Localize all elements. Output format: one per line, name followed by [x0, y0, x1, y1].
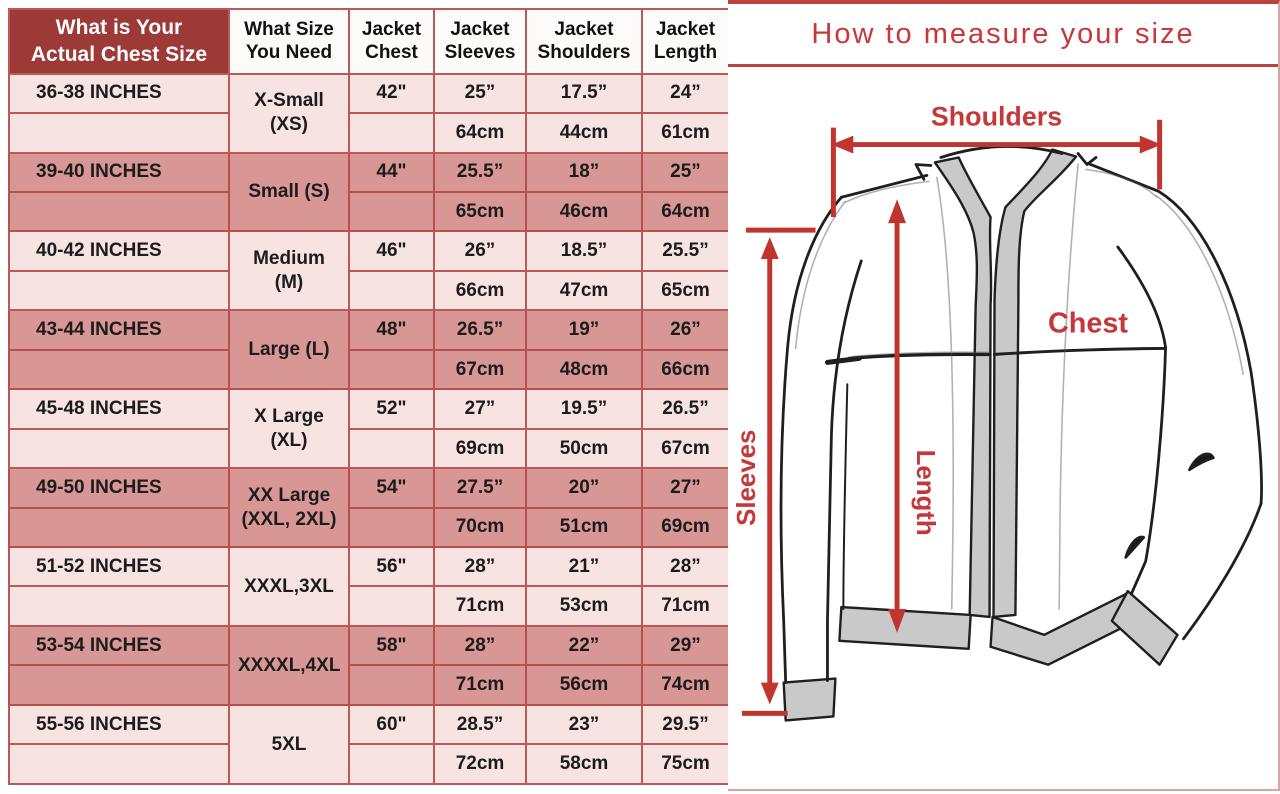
shoulders-in-cell: 19.5”: [526, 389, 642, 428]
empty-cell: [9, 192, 229, 231]
jacket-chest-cell: 56": [349, 547, 434, 586]
jacket-measurement-diagram: [728, 68, 1278, 789]
empty-cell: [9, 665, 229, 704]
length-in-cell: 29”: [642, 626, 729, 665]
table-row: [9, 586, 729, 625]
sleeves-in-cell: 28.5”: [434, 705, 526, 744]
jacket-chest-cell: 48": [349, 310, 434, 349]
shoulders-in-cell: 21”: [526, 547, 642, 586]
size-name-cell: Small (S): [229, 153, 349, 232]
shoulders-cm-cell: 47cm: [526, 271, 642, 310]
sleeves-cm-cell: 65cm: [434, 192, 526, 231]
header-jacket-chest: Jacket Chest: [349, 9, 434, 74]
jacket-chest-cell: 60": [349, 705, 434, 744]
chest-range-cell: 45-48 INCHES: [9, 389, 229, 428]
size-name-cell: XX Large (XXL, 2XL): [229, 468, 349, 547]
measuring-guide-panel: [728, 0, 1280, 791]
jacket-shading: [784, 150, 1178, 721]
table-row: [9, 429, 729, 468]
size-name-cell: X Large (XL): [229, 389, 349, 468]
length-cm-cell: 67cm: [642, 429, 729, 468]
length-cm-cell: 75cm: [642, 744, 729, 784]
table-row: [9, 389, 729, 428]
sleeves-cm-cell: 70cm: [434, 508, 526, 547]
empty-cell: [9, 586, 229, 625]
sleeves-in-cell: 25.5”: [434, 153, 526, 192]
table-row: [9, 508, 729, 547]
table-row: [9, 231, 729, 270]
shoulders-cm-cell: 48cm: [526, 350, 642, 389]
empty-cell: [349, 429, 434, 468]
length-cm-cell: 66cm: [642, 350, 729, 389]
shoulders-in-cell: 20”: [526, 468, 642, 507]
shoulders-cm-cell: 58cm: [526, 744, 642, 784]
empty-cell: [9, 113, 229, 152]
table-row: [9, 626, 729, 665]
shoulders-cm-cell: 46cm: [526, 192, 642, 231]
sleeves-cm-cell: 71cm: [434, 586, 526, 625]
length-in-cell: 24”: [642, 74, 729, 113]
sleeves-in-cell: 26”: [434, 231, 526, 270]
sleeves-label: Sleeves: [732, 429, 761, 526]
length-in-cell: 25.5”: [642, 231, 729, 270]
sleeves-in-cell: 28”: [434, 547, 526, 586]
jacket-chest-cell: 44": [349, 153, 434, 192]
empty-cell: [349, 350, 434, 389]
jacket-chest-cell: 52": [349, 389, 434, 428]
length-cm-cell: 61cm: [642, 113, 729, 152]
size-name-cell: XXXL,3XL: [229, 547, 349, 626]
table-row: [9, 705, 729, 744]
empty-cell: [349, 665, 434, 704]
jacket-chest-cell: 54": [349, 468, 434, 507]
size-name-cell: 5XL: [229, 705, 349, 784]
table-row: [9, 271, 729, 310]
size-name-cell: XXXXL,4XL: [229, 626, 349, 705]
empty-cell: [349, 192, 434, 231]
length-in-cell: 29.5”: [642, 705, 729, 744]
length-cm-cell: 69cm: [642, 508, 729, 547]
shoulders-cm-cell: 44cm: [526, 113, 642, 152]
shoulders-in-cell: 23”: [526, 705, 642, 744]
shoulders-cm-cell: 51cm: [526, 508, 642, 547]
table-row: [9, 192, 729, 231]
size-name-cell: Large (L): [229, 310, 349, 389]
shoulders-in-cell: 18.5”: [526, 231, 642, 270]
shoulders-in-cell: 19”: [526, 310, 642, 349]
length-cm-cell: 71cm: [642, 586, 729, 625]
length-cm-cell: 74cm: [642, 665, 729, 704]
chest-range-cell: 55-56 INCHES: [9, 705, 229, 744]
table-row: [9, 153, 729, 192]
chest-range-cell: 36-38 INCHES: [9, 74, 229, 113]
length-cm-cell: 65cm: [642, 271, 729, 310]
header-jacket-length: Jacket Length: [642, 9, 729, 74]
chest-range-cell: 40-42 INCHES: [9, 231, 229, 270]
jacket-sketch: [728, 68, 1278, 789]
jacket-chest-cell: 58": [349, 626, 434, 665]
chest-range-cell: 49-50 INCHES: [9, 468, 229, 507]
table-row: [9, 350, 729, 389]
table-row: [9, 113, 729, 152]
table-row: [9, 310, 729, 349]
header-jacket-shoulders: Jacket Shoulders: [526, 9, 642, 74]
sleeves-cm-cell: 69cm: [434, 429, 526, 468]
shoulders-in-cell: 17.5”: [526, 74, 642, 113]
empty-cell: [9, 271, 229, 310]
sleeves-cm-cell: 64cm: [434, 113, 526, 152]
length-in-cell: 28”: [642, 547, 729, 586]
jacket-chest-cell: 46": [349, 231, 434, 270]
shoulders-cm-cell: 50cm: [526, 429, 642, 468]
length-in-cell: 26.5”: [642, 389, 729, 428]
size-chart-table: [8, 8, 730, 785]
chest-range-cell: 51-52 INCHES: [9, 547, 229, 586]
shoulders-cm-cell: 56cm: [526, 665, 642, 704]
empty-cell: [9, 744, 229, 784]
chest-range-cell: 39-40 INCHES: [9, 153, 229, 192]
sleeves-in-cell: 27.5”: [434, 468, 526, 507]
table-row: [9, 468, 729, 507]
sleeves-in-cell: 26.5”: [434, 310, 526, 349]
length-cm-cell: 64cm: [642, 192, 729, 231]
empty-cell: [349, 586, 434, 625]
empty-cell: [349, 508, 434, 547]
size-name-cell: X-Small (XS): [229, 74, 349, 153]
sleeves-cm-cell: 71cm: [434, 665, 526, 704]
length-label: Length: [910, 449, 939, 536]
empty-cell: [9, 508, 229, 547]
sleeves-cm-cell: 66cm: [434, 271, 526, 310]
header-size-needed: What Size You Need: [229, 9, 349, 74]
size-name-cell: Medium (M): [229, 231, 349, 310]
shoulders-in-cell: 18”: [526, 153, 642, 192]
header-chest-size: What is Your Actual Chest Size: [9, 9, 229, 74]
empty-cell: [349, 744, 434, 784]
chest-range-cell: 43-44 INCHES: [9, 310, 229, 349]
shoulders-label: Shoulders: [930, 101, 1063, 132]
chest-label: Chest: [1047, 307, 1129, 340]
header-jacket-sleeves: Jacket Sleeves: [434, 9, 526, 74]
length-in-cell: 25”: [642, 153, 729, 192]
jacket-chest-cell: 42": [349, 74, 434, 113]
guide-title: How to measure your size: [728, 4, 1278, 67]
header-row: [9, 9, 729, 74]
sleeves-in-cell: 27”: [434, 389, 526, 428]
table-row: [9, 744, 729, 784]
table-row: [9, 665, 729, 704]
length-in-cell: 27”: [642, 468, 729, 507]
shoulders-cm-cell: 53cm: [526, 586, 642, 625]
sleeves-cm-cell: 67cm: [434, 350, 526, 389]
empty-cell: [349, 271, 434, 310]
table-row: [9, 74, 729, 113]
table-row: [9, 547, 729, 586]
empty-cell: [9, 429, 229, 468]
length-in-cell: 26”: [642, 310, 729, 349]
sleeves-in-cell: 25”: [434, 74, 526, 113]
sleeves-in-cell: 28”: [434, 626, 526, 665]
empty-cell: [9, 350, 229, 389]
empty-cell: [349, 113, 434, 152]
sleeves-cm-cell: 72cm: [434, 744, 526, 784]
shoulders-in-cell: 22”: [526, 626, 642, 665]
chest-range-cell: 53-54 INCHES: [9, 626, 229, 665]
